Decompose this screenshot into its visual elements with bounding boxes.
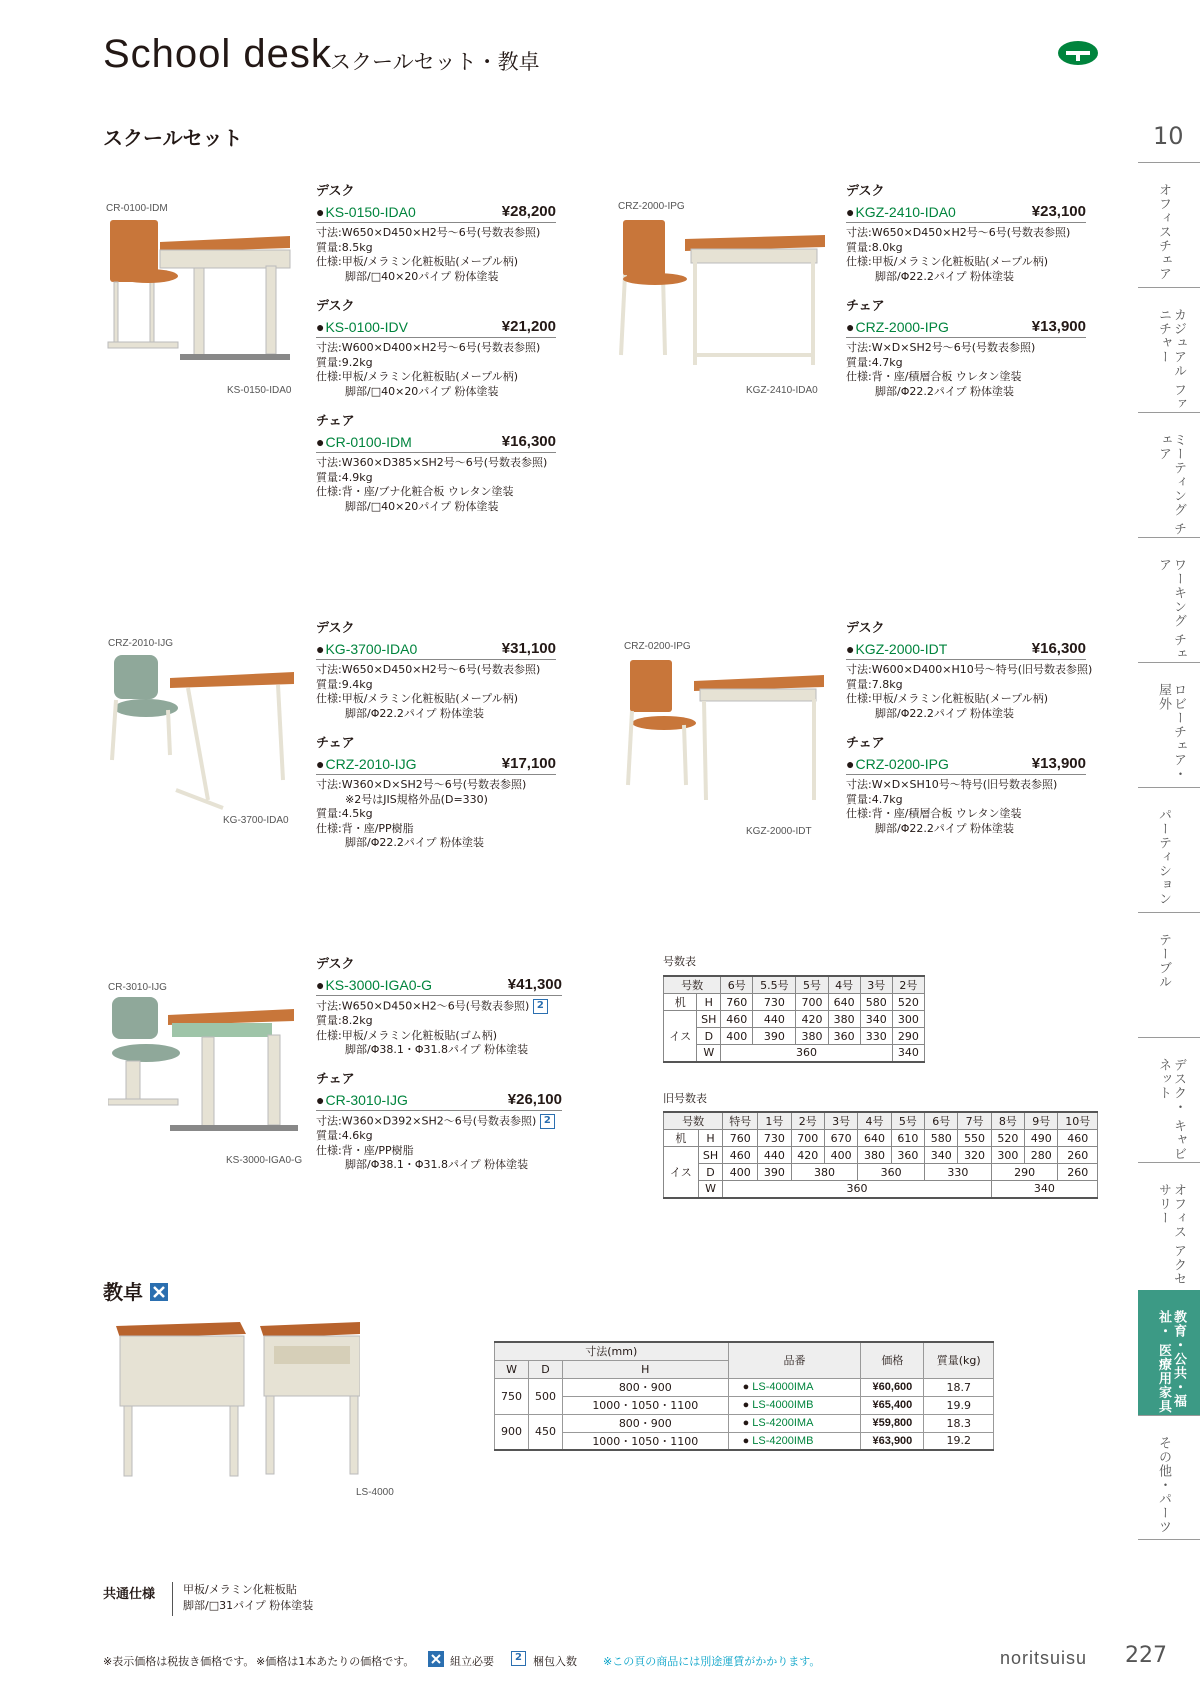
product-type: チェア	[846, 299, 885, 314]
spec-line: 寸法:W650×D450×H2号〜6号(号数表参照)	[316, 226, 541, 239]
product-cr-3010	[316, 1068, 562, 1173]
table-cell: 700	[791, 1130, 824, 1147]
spec-line: 寸法:W360×D×SH2号〜6号(号数表参照)	[316, 778, 527, 791]
table-cell[interactable]: ● LS-4000IMB	[728, 1396, 861, 1414]
footer-assembly-label: 組立必要	[450, 1655, 494, 1668]
table-cell: ¥63,900	[861, 1432, 924, 1450]
table-cell: 700	[796, 994, 828, 1011]
table-cell: 320	[958, 1147, 991, 1164]
section-title-school-set: スクールセット	[103, 126, 243, 150]
table-cell: 460	[723, 1147, 758, 1164]
table-cell: 6号	[721, 976, 753, 994]
table-cell: 340	[925, 1147, 958, 1164]
table-cell: 670	[824, 1130, 857, 1147]
spec-line: 寸法:W×D×SH2号〜6号(号数表参照)	[846, 341, 1036, 354]
product-price: ¥16,300	[501, 433, 556, 450]
spec-line: 仕様:背・座/PP樹脂	[316, 821, 414, 835]
table-cell: W	[698, 1181, 723, 1198]
spec-line: 仕様:甲板/メラミン化粧板貼(メープル柄)	[316, 692, 519, 705]
table-row	[495, 1432, 994, 1450]
spec-line: 脚部/□40×20パイプ 粉体塗装	[345, 269, 499, 283]
table-cell: イス	[664, 1011, 697, 1062]
table-cell: 460	[1058, 1130, 1098, 1147]
table-cell: 8号	[991, 1112, 1024, 1130]
table-cell: 号数	[664, 1112, 723, 1130]
table-row	[664, 994, 925, 1011]
product-ks-3000	[316, 953, 562, 1058]
table-cell[interactable]: ● LS-4000IMA	[728, 1378, 861, 1396]
spec-line: 脚部/Φ22.2パイプ 粉体塗装	[875, 706, 1015, 720]
table-cell: 18.3	[924, 1414, 994, 1432]
table-cell: 580	[860, 994, 892, 1011]
table-cell: 机	[664, 1130, 699, 1147]
pack-count-icon: 2	[540, 1114, 555, 1129]
table-cell: 360	[858, 1164, 925, 1181]
spec-line: 質量:8.5kg	[316, 240, 373, 254]
table-row	[664, 1112, 1098, 1130]
product-price: ¥26,100	[507, 1091, 562, 1108]
table-cell: 品番	[728, 1342, 861, 1378]
product-code[interactable]: ● CR-0100-IDM	[316, 434, 412, 450]
spec-line: 仕様:背・座/ブナ化粧合板 ウレタン塗装	[316, 485, 514, 498]
table-row	[664, 1147, 1098, 1164]
table-row	[664, 1045, 925, 1062]
product-crz-0200	[846, 732, 1086, 836]
table-cell: 6号	[925, 1112, 958, 1130]
table-cell: 360	[828, 1028, 860, 1045]
spec-line: 質量:4.6kg	[316, 1129, 373, 1142]
table-cell: 10号	[1058, 1112, 1098, 1130]
table-row	[664, 1011, 925, 1028]
footer-pack-label: 梱包入数	[533, 1655, 577, 1668]
spec-line: 仕様:甲板/メラミン化粧板貼(メープル柄)	[316, 370, 519, 383]
common-spec: 甲板/メラミン化粧板貼 脚部/□31パイプ 粉体塗装	[183, 1583, 314, 1612]
product-code[interactable]: ● KGZ-2410-IDA0	[846, 204, 956, 220]
table-cell: 290	[991, 1164, 1058, 1181]
product-price: ¥31,100	[501, 640, 556, 657]
table-cell: 300	[991, 1147, 1024, 1164]
image-label: KS-3000-IGA0-G	[226, 1155, 303, 1166]
table-cell: 400	[723, 1164, 758, 1181]
product-code[interactable]: ● KS-3000-IGA0-G	[316, 977, 432, 993]
table-cell: 450	[529, 1414, 563, 1450]
footer-note-price: ※価格は1本あたりの価格です。	[256, 1655, 415, 1668]
table-cell: 360	[723, 1181, 991, 1198]
table-cell: 3号	[824, 1112, 857, 1130]
table-cell: 290	[892, 1028, 924, 1045]
table-cell: 19.9	[924, 1396, 994, 1414]
tab-office-chair[interactable]: オフィスチェア	[1138, 162, 1200, 287]
brand-logo-icon	[1056, 38, 1100, 68]
table-cell: 19.2	[924, 1432, 994, 1450]
table-cell: 5号	[891, 1112, 924, 1130]
table-cell[interactable]: ● LS-4200IMA	[728, 1414, 861, 1432]
table-cell: 2号	[791, 1112, 824, 1130]
table-cell: 1号	[758, 1112, 791, 1130]
table-cell: 440	[758, 1147, 791, 1164]
table-cell: 390	[758, 1164, 791, 1181]
product-crz-2000	[846, 295, 1086, 399]
assembly-required-icon	[150, 1283, 168, 1301]
table-cell: 520	[991, 1130, 1024, 1147]
spec-line: 質量:4.7kg	[846, 792, 903, 806]
assembly-required-icon	[428, 1651, 444, 1667]
table-cell: 730	[758, 1130, 791, 1147]
product-crz-2010	[316, 732, 556, 851]
table-cell: 400	[824, 1147, 857, 1164]
table-cell: 1000・1050・1100	[563, 1396, 729, 1414]
school-set-image-a	[100, 210, 300, 380]
spec-note: ※2号はJIS規格外品(D=330)	[345, 792, 488, 806]
spec-line: 質量:4.5kg	[316, 807, 373, 820]
product-type: チェア	[316, 414, 355, 429]
spec-line: 脚部/Φ22.2パイプ 粉体塗装	[345, 836, 485, 849]
table-cell: 420	[791, 1147, 824, 1164]
table-cell: 900	[495, 1414, 529, 1450]
product-kgz-2000	[846, 617, 1092, 721]
product-type: デスク	[316, 184, 355, 199]
image-label: CRZ-0200-IPG	[624, 641, 691, 652]
old-size-table	[663, 1111, 1098, 1199]
tab-education-public[interactable]: 教育・公共・福祉・ 医療用家具	[1138, 1290, 1200, 1415]
lectern-table	[494, 1341, 994, 1451]
table-cell: H	[698, 1130, 723, 1147]
image-label: CR-0100-IDM	[106, 203, 168, 214]
spec-line: 寸法:W650×D450×H2号〜6号(号数表参照)	[316, 663, 541, 676]
spec-line: 質量:8.0kg	[846, 240, 903, 254]
table-cell: 330	[860, 1028, 892, 1045]
brand-name: noritsuisu	[1000, 1648, 1088, 1668]
page-title-en: School desk	[103, 32, 332, 76]
table-cell: 特号	[723, 1112, 758, 1130]
tab-other-parts[interactable]: その他・パーツ	[1138, 1415, 1200, 1540]
tab-desk-cabinet[interactable]: デスク・ キャビネット	[1138, 1037, 1200, 1162]
table-cell: 1000・1050・1100	[563, 1432, 729, 1450]
product-ks-0150	[316, 180, 556, 284]
table-cell: 500	[529, 1378, 563, 1414]
table-cell: 質量(kg)	[924, 1342, 994, 1378]
spec-line: 寸法:W600×D400×H10号〜特号(旧号数表参照)	[846, 663, 1093, 676]
footer-note-tax: ※表示価格は税抜き価格です。	[103, 1655, 255, 1668]
spec-line: 寸法:W600×D400×H2号〜6号(号数表参照)	[316, 341, 541, 354]
table-cell: H	[563, 1360, 729, 1378]
table-row	[664, 1028, 925, 1045]
lectern-image	[110, 1320, 360, 1485]
table-cell: 800・900	[563, 1378, 729, 1396]
product-type: デスク	[846, 621, 885, 636]
product-type: デスク	[316, 299, 355, 314]
school-set-image-b	[615, 215, 825, 380]
spec-line: 寸法:W360×D392×SH2〜6号(号数表参照) 2	[316, 1114, 562, 1129]
spec-line: 仕様:甲板/メラミン化粧板貼(メープル柄)	[846, 692, 1049, 705]
table-cell: 640	[858, 1130, 891, 1147]
spec-line: 脚部/Φ38.1・Φ31.8パイプ 粉体塗装	[345, 1043, 529, 1056]
image-label: KG-3700-IDA0	[223, 815, 289, 826]
school-set-image-e	[108, 995, 298, 1155]
table-row	[664, 1181, 1098, 1198]
table-cell: 5号	[796, 976, 828, 994]
product-code[interactable]: ● KG-3700-IDA0	[316, 641, 417, 657]
pack-count-icon: 2	[511, 1651, 526, 1666]
table-cell: SH	[698, 1147, 723, 1164]
table-cell: 3号	[860, 976, 892, 994]
product-kgz-2410	[846, 180, 1086, 284]
size-table-title: 号数表	[663, 955, 696, 968]
footer-shipping-note: ※この頁の商品には別途運賃がかかります。	[603, 1655, 821, 1668]
table-cell: 380	[796, 1028, 828, 1045]
table-cell: 730	[753, 994, 796, 1011]
table-cell: 610	[891, 1130, 924, 1147]
product-price: ¥13,900	[1031, 755, 1086, 772]
table-cell: ¥65,400	[861, 1396, 924, 1414]
tab-partition[interactable]: パーティション	[1138, 787, 1200, 912]
spec-line: 質量:9.4kg	[316, 677, 373, 691]
common-spec-label: 共通仕様	[103, 1587, 156, 1602]
table-cell: 760	[723, 1130, 758, 1147]
product-type: デスク	[316, 621, 355, 636]
product-cr-0100	[316, 410, 556, 514]
table-row	[495, 1396, 994, 1414]
table-cell: 520	[892, 994, 924, 1011]
table-cell: W	[495, 1360, 529, 1378]
spec-line: 質量:4.7kg	[846, 355, 903, 369]
spec-line: 仕様:甲板/メラミン化粧板貼(ゴム柄)	[316, 1028, 497, 1042]
table-row	[495, 1378, 994, 1396]
table-cell[interactable]: ● LS-4200IMB	[728, 1432, 861, 1450]
product-price: ¥41,300	[507, 976, 562, 993]
image-label: CRZ-2010-IJG	[108, 638, 174, 649]
product-price: ¥16,300	[1031, 640, 1086, 657]
tab-lobby-chair[interactable]: ロビーチェア・ 屋外	[1138, 662, 1200, 787]
spec-line: 寸法:W×D×SH10号〜特号(旧号数表参照)	[846, 778, 1058, 791]
spec-line: 寸法:W360×D385×SH2号〜6号(号数表参照)	[316, 456, 548, 469]
table-cell: 7号	[958, 1112, 991, 1130]
table-cell: 550	[958, 1130, 991, 1147]
table-cell: ¥59,800	[861, 1414, 924, 1432]
product-type: チェア	[846, 736, 885, 751]
table-cell: D	[529, 1360, 563, 1378]
table-row	[495, 1342, 994, 1360]
table-cell: 机	[664, 994, 697, 1011]
spec-line: 脚部/Φ22.2パイプ 粉体塗装	[345, 706, 485, 720]
table-cell: 400	[721, 1028, 753, 1045]
image-label: KS-0150-IDA0	[227, 385, 292, 396]
table-cell: 4号	[828, 976, 860, 994]
table-cell: 360	[891, 1147, 924, 1164]
table-row	[495, 1414, 994, 1432]
spec-line: 脚部/□40×20パイプ 粉体塗装	[345, 384, 499, 398]
table-row	[664, 976, 925, 994]
table-cell: 490	[1025, 1130, 1058, 1147]
section-title-lectern: 教卓	[103, 1276, 168, 1305]
table-cell: 380	[828, 1011, 860, 1028]
product-code[interactable]: ● CR-3010-IJG	[316, 1092, 408, 1108]
product-type: デスク	[846, 184, 885, 199]
image-label: CR-3010-IJG	[108, 982, 167, 993]
table-cell: 280	[1025, 1147, 1058, 1164]
table-cell: イス	[664, 1147, 699, 1198]
table-cell: H	[697, 994, 721, 1011]
product-price: ¥17,100	[501, 755, 556, 772]
table-cell: 330	[925, 1164, 992, 1181]
table-cell: 460	[721, 1011, 753, 1028]
school-set-image-d	[624, 655, 824, 820]
table-row	[664, 1164, 1098, 1181]
table-cell: 800・900	[563, 1414, 729, 1432]
table-cell: 340	[991, 1181, 1097, 1198]
product-code[interactable]: ● CRZ-0200-IPG	[846, 756, 949, 772]
size-table	[663, 975, 925, 1063]
page-number: 227	[1125, 1643, 1167, 1668]
spec-line: 脚部/Φ22.2パイプ 粉体塗装	[875, 269, 1015, 283]
spec-line: 仕様:背・座/PP樹脂	[316, 1143, 414, 1157]
pack-count-icon: 2	[533, 999, 548, 1014]
product-price: ¥13,900	[1031, 318, 1086, 335]
page-title-jp: スクールセット・教卓	[330, 50, 540, 74]
spec-line: 脚部/Φ38.1・Φ31.8パイプ 粉体塗装	[345, 1158, 529, 1171]
spec-line: 質量:7.8kg	[846, 677, 903, 691]
school-set-image-c	[108, 650, 298, 815]
tab-office-accessory[interactable]: オフィス アクセサリー	[1138, 1162, 1200, 1287]
table-cell: 380	[791, 1164, 858, 1181]
table-row	[664, 1130, 1098, 1147]
product-type: デスク	[316, 957, 355, 972]
table-cell: SH	[697, 1011, 721, 1028]
image-label: LS-4000	[356, 1487, 394, 1498]
product-type: チェア	[316, 1072, 355, 1087]
product-code[interactable]: ● KS-0100-IDV	[316, 319, 408, 335]
table-cell: 750	[495, 1378, 529, 1414]
spec-line: 脚部/Φ22.2パイプ 粉体塗装	[875, 821, 1015, 835]
image-label: KGZ-2410-IDA0	[746, 385, 818, 396]
table-cell: 価格	[861, 1342, 924, 1378]
table-cell: W	[697, 1045, 721, 1062]
table-cell: D	[697, 1028, 721, 1045]
table-cell: 390	[753, 1028, 796, 1045]
table-cell: 260	[1058, 1164, 1098, 1181]
table-cell: 2号	[892, 976, 924, 994]
table-cell: 340	[860, 1011, 892, 1028]
table-cell: 760	[721, 994, 753, 1011]
spec-line: 質量:4.9kg	[316, 470, 373, 484]
table-cell: 380	[858, 1147, 891, 1164]
product-price: ¥21,200	[501, 318, 556, 335]
tab-meeting-chair[interactable]: ミーティング チェア	[1138, 412, 1200, 537]
table-cell: 420	[796, 1011, 828, 1028]
table-cell: 寸法(mm)	[495, 1342, 729, 1360]
product-kg-3700	[316, 617, 556, 721]
table-cell: D	[698, 1164, 723, 1181]
product-ks-0100	[316, 295, 556, 399]
table-cell: ¥60,600	[861, 1378, 924, 1396]
table-cell: 440	[753, 1011, 796, 1028]
old-size-table-title: 旧号数表	[663, 1092, 707, 1105]
table-cell: 9号	[1025, 1112, 1058, 1130]
table-cell: 18.7	[924, 1378, 994, 1396]
spec-line: 脚部/Φ22.2パイプ 粉体塗装	[875, 384, 1015, 398]
product-code[interactable]: ● KGZ-2000-IDT	[846, 641, 947, 657]
product-code[interactable]: ● KS-0150-IDA0	[316, 204, 416, 220]
chapter-number: 10	[1153, 122, 1184, 150]
spec-line: 質量:8.2kg	[316, 1014, 373, 1027]
table-cell: 360	[721, 1045, 893, 1062]
tab-casual-furniture[interactable]: カジュアル ファニチャー	[1138, 287, 1200, 412]
product-type: チェア	[316, 736, 355, 751]
spec-line: 仕様:背・座/積層合板 ウレタン塗装	[846, 807, 1022, 820]
spec-line: 質量:9.2kg	[316, 355, 373, 369]
image-label: CRZ-2000-IPG	[618, 201, 685, 212]
product-code[interactable]: ● CRZ-2010-IJG	[316, 756, 417, 772]
table-cell: 300	[892, 1011, 924, 1028]
spec-line: 脚部/□40×20パイプ 粉体塗装	[345, 499, 499, 513]
table-cell: 340	[892, 1045, 924, 1062]
spec-line: 寸法:W650×D450×H2号〜6号(号数表参照)	[846, 226, 1071, 239]
tab-table[interactable]: テーブル	[1138, 912, 1200, 1037]
table-cell: 640	[828, 994, 860, 1011]
table-cell: 4号	[858, 1112, 891, 1130]
table-cell: 号数	[664, 976, 721, 994]
table-cell: 260	[1058, 1147, 1098, 1164]
product-price: ¥28,200	[501, 203, 556, 220]
table-cell: 580	[925, 1130, 958, 1147]
product-code[interactable]: ● CRZ-2000-IPG	[846, 319, 949, 335]
spec-line: 仕様:甲板/メラミン化粧板貼(メープル柄)	[316, 255, 519, 268]
spec-line: 仕様:背・座/積層合板 ウレタン塗装	[846, 370, 1022, 383]
spec-line: 仕様:甲板/メラミン化粧板貼(メープル柄)	[846, 255, 1049, 268]
spec-line: 寸法:W650×D450×H2〜6号(号数表参照) 2	[316, 999, 562, 1014]
product-price: ¥23,100	[1031, 203, 1086, 220]
tab-working-chair[interactable]: ワーキング チェア	[1138, 537, 1200, 662]
image-label: KGZ-2000-IDT	[746, 826, 812, 837]
table-cell: 5.5号	[753, 976, 796, 994]
